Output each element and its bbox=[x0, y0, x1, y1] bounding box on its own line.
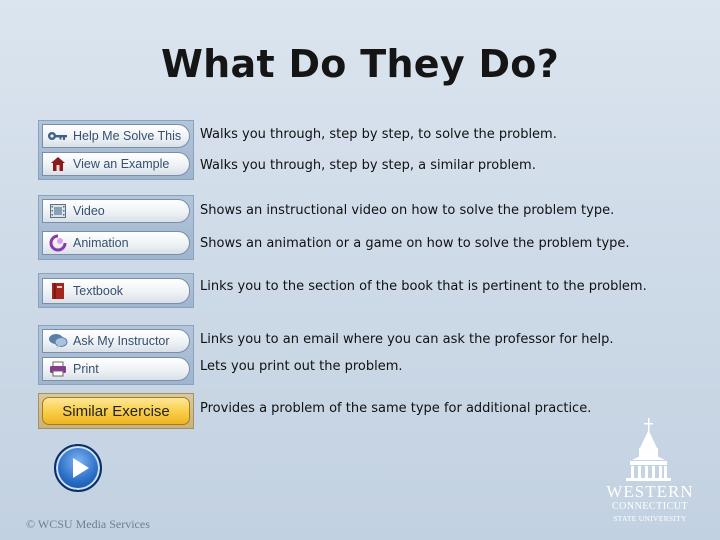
video-button[interactable] bbox=[42, 199, 190, 223]
ask-my-instructor-button[interactable] bbox=[42, 329, 190, 353]
video-label: Video bbox=[73, 204, 105, 218]
similar-exercise-description: Provides a problem of the same type for additional practice. bbox=[200, 401, 592, 416]
print-button[interactable] bbox=[42, 357, 190, 381]
play-button[interactable] bbox=[54, 444, 102, 492]
textbook-panel bbox=[38, 273, 194, 308]
key-icon bbox=[46, 127, 70, 145]
help-me-solve-this-label: Help Me Solve This bbox=[73, 129, 182, 143]
animation-icon bbox=[46, 234, 70, 252]
similar-exercise-button[interactable]: Similar Exercise bbox=[42, 397, 190, 425]
logo-western: WESTERN bbox=[606, 482, 694, 501]
help-me-solve-this-button[interactable] bbox=[42, 124, 190, 148]
book-icon bbox=[46, 282, 70, 300]
media-panel bbox=[38, 195, 194, 260]
film-icon bbox=[46, 202, 70, 220]
copyright-text: © WCSU Media Services bbox=[26, 517, 150, 531]
video-description: Shows an instructional video on how to solve the problem type. bbox=[200, 203, 615, 218]
animation-description: Shows an animation or a game on how to solve the problem type. bbox=[200, 236, 630, 251]
logo-connecticut: CONNECTICUT bbox=[611, 501, 689, 512]
contact-panel bbox=[38, 325, 194, 385]
house-icon bbox=[46, 155, 70, 173]
textbook-button[interactable] bbox=[42, 278, 190, 304]
ask-my-instructor-description: Links you to an email where you can ask the professor for help. bbox=[200, 332, 614, 347]
similar-exercise-panel bbox=[38, 393, 194, 429]
slide-title: What Do They Do? bbox=[160, 42, 560, 86]
help-me-solve-this-description: Walks you through, step by step, to solve the problem. bbox=[200, 127, 557, 142]
print-description: Lets you print out the problem. bbox=[200, 359, 403, 374]
animation-button[interactable] bbox=[42, 231, 190, 255]
print-label: Print bbox=[73, 362, 99, 376]
printer-icon bbox=[46, 360, 70, 378]
ask-my-instructor-label: Ask My Instructor bbox=[73, 334, 170, 348]
view-an-example-description: Walks you through, step by step, a similar problem. bbox=[200, 158, 536, 173]
help-panel bbox=[38, 120, 194, 180]
view-an-example-button[interactable] bbox=[42, 152, 190, 176]
logo-state-university: STATE UNIVERSITY bbox=[613, 514, 687, 523]
textbook-label: Textbook bbox=[73, 284, 124, 298]
textbook-description: Links you to the section of the book that is pertinent to the problem. bbox=[200, 279, 647, 294]
chat-icon bbox=[46, 332, 70, 350]
play-icon bbox=[56, 446, 100, 490]
view-an-example-label: View an Example bbox=[73, 157, 170, 171]
animation-label: Animation bbox=[73, 236, 129, 250]
